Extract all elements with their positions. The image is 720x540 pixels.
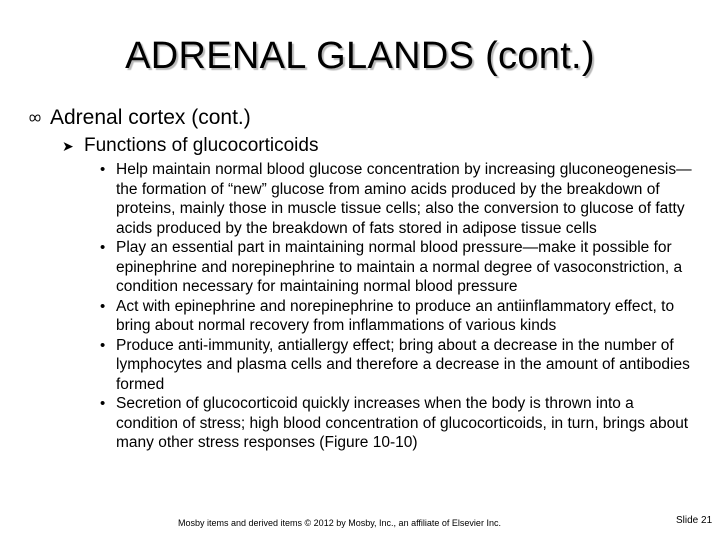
bullet-dot-icon: • [100,297,106,315]
list-item [100,160,700,238]
arrow-right-icon: ➤ [62,137,74,154]
bullet-text: Act with epinephrine and norepinephrine to produce an antiinflammatory effect, to bring about normal recovery from inflammations of various kinds [116,297,675,334]
level1-text: Adrenal cortex (cont.) [50,106,251,129]
level1-item [50,106,251,130]
slide-number: Slide 21 [676,515,713,526]
bullet-text: Play an essential part in maintaining normal blood pressure—make it possible for epinephrine and norepinephrine to maintain a normal degree of vasoconstriction, a condition necessary for maintaining normal blood pressure [116,239,683,295]
copyright-footer: Mosby items and derived items © 2012 by Mosby, Inc., an affiliate of Elsevier Inc. [178,518,501,528]
list-item [100,297,700,336]
bullet-dot-icon: • [100,336,106,354]
bullet-dot-icon: • [100,239,106,256]
bullet-text: Secretion of glucocorticoid quickly increases when the body is thrown into a condition of stress; high blood concentration of glucocorticoids, in turn, brings about many other stress responses (Figure 10-10) [116,395,689,451]
bullet-dot-icon: • [100,161,106,178]
infinity-swirl-icon [28,112,42,124]
bullet-text: Produce anti-immunity, antiallergy effect; bring about a decrease in the number of lymphocytes and plasma cells and therefore a decrease in the amount of antibodies formed [116,336,690,393]
level2-text: Functions of glucocorticoids [84,135,319,156]
slide-title: ADRENAL GLANDS (cont.) [125,35,595,77]
list-item [100,394,700,453]
list-item [100,238,700,297]
level2-item [62,135,318,157]
bullet-dot-icon: • [100,395,106,412]
list-item [100,336,700,395]
bullet-text: Help maintain normal blood glucose concentration by increasing gluconeogenesis—the formation of “new” glucose from amino acids produced by the breakdown of proteins, mainly those in muscle tissue cells; also the conversion to glucose of fatty acids produced by the breakdown of fats stored in adipose tissue cells [116,161,692,237]
bullet-list [100,160,700,453]
